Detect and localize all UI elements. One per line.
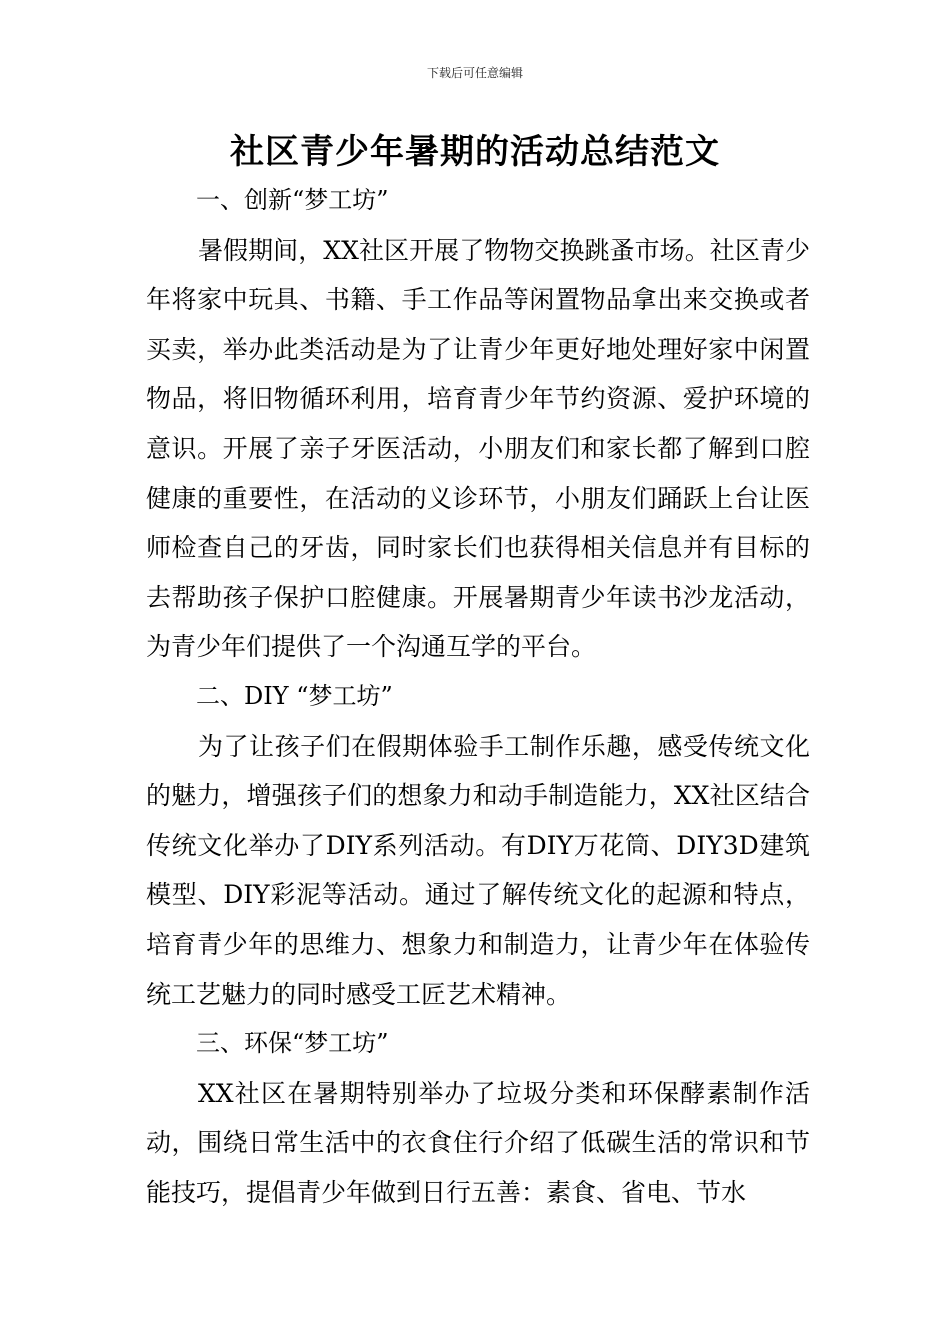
section-heading-diy: 二、DIY “梦工坊” (196, 681, 393, 710)
section-heading-innovation: 一、创新“梦工坊” (196, 186, 389, 214)
document-title: 社区青少年暑期的活动总结范文 (230, 132, 720, 172)
section-paragraph-diy: 为了让孩子们在假期体验手工制作乐趣，感受传统文化的魅力，增强孩子们的想象力和动手制造能力，XX社区结合传统文化举办了DIY系列活动。有DIY万花筒、DIY3D建筑模型、DIY彩泥等活动。通过了解传统文化的起源和特点，培育青少年的思维力、想象力和制造力，让青少年在体验传统工艺魅力的同时感受工匠艺术精神。 (146, 731, 810, 1009)
section-heading-environment: 三、环保“梦工坊” (196, 1029, 389, 1058)
section-paragraph-innovation: 暑假期间，XX社区开展了物物交换跳蚤市场。社区青少年将家中玩具、书籍、手工作品等闲置物品拿出来交换或者买卖，举办此类活动是为了让青少年更好地处理好家中闲置物品，将旧物循环利用，培育青少年节约资源、爱护环境的意识。开展了亲子牙医活动，小朋友们和家长都了解到口腔健康的重要性，在活动的义诊环节，小朋友们踊跃上台让医师检查自己的牙齿，同时家长们也获得相关信息并有目标的去帮助孩子保护口腔健康。开展暑期青少年读书沙龙活动，为青少年们提供了一个沟通互学的平台。 (146, 235, 810, 662)
section-paragraph-environment: XX社区在暑期特别举办了垃圾分类和环保酵素制作活动，围绕日常生活中的衣食住行介绍了低碳生活的常识和节能技巧，提倡青少年做到日行五善：素食、省电、节水 (146, 1078, 810, 1207)
document-body (146, 176, 810, 1217)
page-header-note: 下载后可任意编辑 (426, 66, 523, 80)
